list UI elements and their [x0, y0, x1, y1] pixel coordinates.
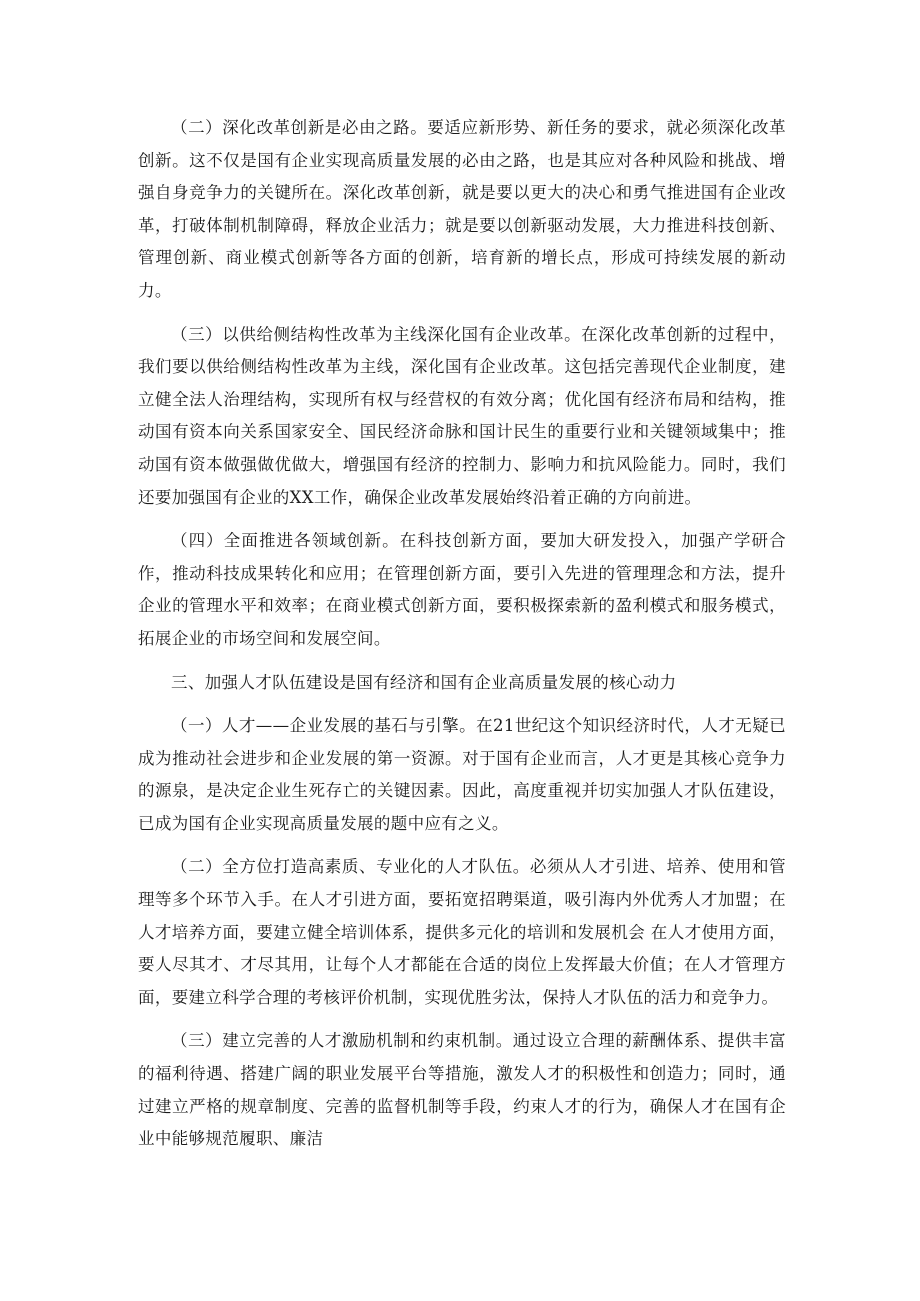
paragraph-supply-side-reform: （三）以供给侧结构性改革为主线深化国有企业改革。在深化改革创新的过程中，我们要以供给侧结构性改革为主线，深化国有企业改革。这包括完善现代企业制度，建立健全法人治理结构，实现所有权与经营权的有效分离；优化国有经济布局和结构，推动国有资本向关系国家安全、国民经济命脉和国计民生的重要行业和关键领域集中；推动国有资本做强做优做大，增强国有经济的控制力、影响力和抗风险能力。同时，我们还要加强国有企业的XX工作，确保企业改革发展始终沿着正确的方向前进。	[138, 324, 786, 507]
paragraph-talent-incentives: （三）建立完善的人才激励机制和约束机制。通过设立合理的薪酬体系、提供丰富的福利待遇、搭建广阔的职业发展平台等措施，激发人才的积极性和创造力；同时，通过建立严格的规章制度、完善的监督机制等手段，约束人才的行为，确保人才在国有企业中能够规范履职、廉洁	[138, 1031, 786, 1149]
paragraph-talent-foundation: （一）人才——企业发展的基石与引擎。在21世纪这个知识经济时代，人才无疑已成为推动社会进步和企业发展的第一资源。对于国有企业而言，人才更是其核心竞争力的源泉，是决定企业生死存亡的关键因素。因此，高度重视并切实加强人才队伍建设，已成为国有企业实现高质量发展的题中应有之义。	[138, 716, 786, 833]
paragraph-talent-team: （二）全方位打造高素质、专业化的人才队伍。必须从人才引进、培养、使用和管理等多个环节入手。在人才引进方面，要拓宽招聘渠道，吸引海内外优秀人才加盟；在人才培养方面，要建立健全培训体系，提供多元化的培训和发展机会 在人才使用方面，要人尽其才、才尽其用，让每个人才都能在合适的岗位上发挥最大价值；在人才管理方面，要建立科学合理的考核评价机制，实现优胜劣汰，保持人才队伍的活力和竞争力。	[138, 857, 786, 1007]
section-heading-talent: 三、加强人才队伍建设是国有经济和国有企业高质量发展的核心动力	[171, 672, 677, 692]
paragraph-innovation: （四）全面推进各领域创新。在科技创新方面，要加大研发投入，加强产学研合作，推动科技成果转化和应用；在管理创新方面，要引入先进的管理理念和方法，提升企业的管理水平和效率；在商业模式创新方面，要积极探索新的盈利模式和服务模式，拓展企业的市场空间和发展空间。	[138, 531, 786, 648]
document-body	[138, 112, 786, 1167]
paragraph-deepen-reform: （二）深化改革创新是必由之路。要适应新形势、新任务的要求，就必须深化改革创新。这不仅是国有企业实现高质量发展的必由之路，也是其应对各种风险和挑战、增强自身竞争力的关键所在。深化改革创新，就是要以更大的决心和勇气推进国有企业改革，打破体制机制障碍，释放企业活力；就是要以创新驱动发展，大力推进科技创新、管理创新、商业模式创新等各方面的创新，培育新的增长点，形成可持续发展的新动力。	[138, 118, 786, 300]
